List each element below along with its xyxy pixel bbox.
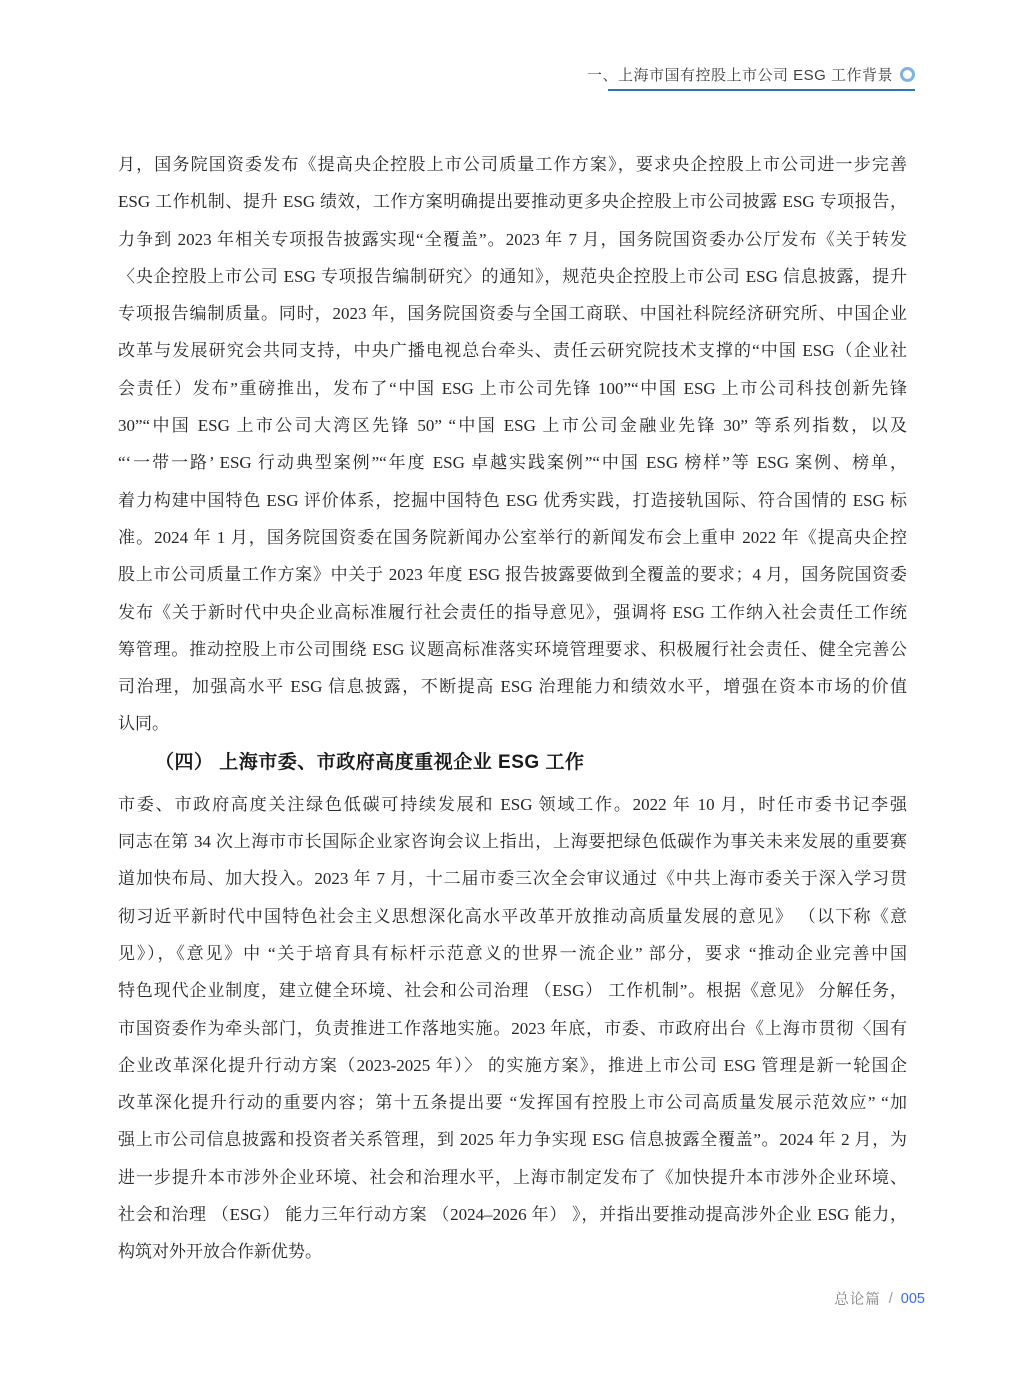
text-line: 市委、市政府高度关注绿色低碳可持续发展和 ESG 领域工作。2022 年 10 月，时任市委书记李强 xyxy=(118,794,907,814)
text-line: 社会和治理 （ESG） 能力三年行动方案 （2024–2026 年） 》，并指出要推动提高涉外企业 ESG 能力， xyxy=(118,1205,907,1225)
text-line: 着力构建中国特色 ESG 评价体系，挖掘中国特色 ESG 优秀实践，打造接轨国际、符合国情的 ESG 标 xyxy=(118,490,907,510)
header-title: 一、上海市国有控股上市公司 ESG 工作背景 xyxy=(586,66,893,84)
text-line: 市国资委作为牵头部门，负责推进工作落地实施。2023 年底，市委、市政府出台《上海市贯彻〈国有 xyxy=(118,1018,907,1038)
footer-section-label: 总论篇 xyxy=(834,1292,881,1308)
text-line: 月，国务院国资委发布《提高央企控股上市公司质量工作方案》，要求央企控股上市公司进一步完善 xyxy=(118,155,907,174)
text-line: 会责任）发布”重磅推出，发布了“中国 ESG 上市公司先锋 100”“中国 ESG 上市公司科技创新先锋 xyxy=(118,378,907,398)
footer-separator: / xyxy=(888,1290,893,1307)
text-line: 股上市公司质量工作方案》中关于 2023 年度 ESG 报告披露要做到全覆盖的要求；4 月，国务院国资委 xyxy=(118,565,907,585)
text-line: 30”“中国 ESG 上市公司大湾区先锋 50” “中国 ESG 上市公司金融业先锋 30” 等系列指数，以及 xyxy=(118,416,907,436)
text-line: 力争到 2023 年相关专项报告披露实现“全覆盖”。2023 年 7 月，国务院国资委办公厅发布《关于转发 xyxy=(118,229,907,249)
text-line: 强上市公司信息披露和投资者关系管理，到 2025 年力争实现 ESG 信息披露全覆盖”。2024 年 2 月，为 xyxy=(118,1130,907,1150)
page-body xyxy=(118,146,907,1271)
text-line: 同志在第 34 次上海市市长国际企业家咨询会议上指出，上海要把绿色低碳作为事关未来发展的重要赛 xyxy=(118,832,907,852)
text-line: 构筑对外开放合作新优势。 xyxy=(118,1242,322,1262)
section-heading: （四） 上海市委、市政府高度重视企业 ESG 工作 xyxy=(155,751,585,773)
running-header xyxy=(587,60,915,88)
text-line: 见》），《意见》中 “关于培育具有标杆示范意义的世界一流企业” 部分，要求 “推动企业完善中国 xyxy=(118,943,907,963)
text-line: 道加快布局、加大投入。2023 年 7 月，十二届市委三次全会审议通过《中共上海市委关于深入学习贯 xyxy=(118,869,907,889)
text-line: 准。2024 年 1 月，国务院国资委在国务院新闻办公室举行的新闻发布会上重申 2022 年《提高央企控 xyxy=(118,527,907,547)
footer-page-number: 005 xyxy=(900,1290,925,1307)
text-line: 司治理，加强高水平 ESG 信息披露，不断提高 ESG 治理能力和绩效水平，增强在资本市场的价值 xyxy=(118,677,907,697)
circle-ring-icon xyxy=(900,67,915,82)
text-line: 改革深化提升行动的重要内容；第十五条提出要 “发挥国有控股上市公司高质量发展示范效应” “加 xyxy=(118,1093,907,1113)
paragraph-2 xyxy=(118,786,907,1271)
header-rule xyxy=(608,89,915,91)
paragraph-1 xyxy=(118,146,907,743)
text-line: 进一步提升本市涉外企业环境、社会和治理水平，上海市制定发布了《加快提升本市涉外企业环境、 xyxy=(118,1167,907,1187)
text-line: 筹管理。推动控股上市公司围绕 ESG 议题高标准落实环境管理要求、积极履行社会责任、健全完善公 xyxy=(118,639,907,659)
text-line: 改革与发展研究会共同支持，中央广播电视总台牵头、责任云研究院技术支撑的“中国 ESG（企业社 xyxy=(118,341,907,361)
text-line: 彻习近平新时代中国特色社会主义思想深化高水平改革开放推动高质量发展的意见》 （以下称《意 xyxy=(118,906,907,926)
page-footer xyxy=(834,1288,925,1309)
text-line: 企业改革深化提升行动方案（2023-2025 年）〉 的实施方案》，推进上市公司 ESG 管理是新一轮国企 xyxy=(118,1055,907,1075)
text-line: 专项报告编制质量。同时，2023 年，国务院国资委与全国工商联、中国社科院经济研究所、中国企业 xyxy=(118,304,907,324)
text-line: 〈央企控股上市公司 ESG 专项报告编制研究〉的通知》，规范央企控股上市公司 ESG 信息披露，提升 xyxy=(118,266,907,286)
text-line: 认同。 xyxy=(118,714,169,734)
text-line: 发布《关于新时代中央企业高标准履行社会责任的指导意见》，强调将 ESG 工作纳入社会责任工作统 xyxy=(118,602,907,622)
text-line: 特色现代企业制度，建立健全环境、社会和公司治理 （ESG） 工作机制”。根据《意见》 分解任务， xyxy=(118,981,907,1001)
text-line: “‘一带一路’ ESG 行动典型案例”“年度 ESG 卓越实践案例”“中国 ESG 榜样”等 ESG 案例、榜单， xyxy=(118,453,907,473)
text-line: ESG 工作机制、提升 ESG 绩效，工作方案明确提出要推动更多央企控股上市公司披露 ESG 专项报告， xyxy=(118,192,907,212)
